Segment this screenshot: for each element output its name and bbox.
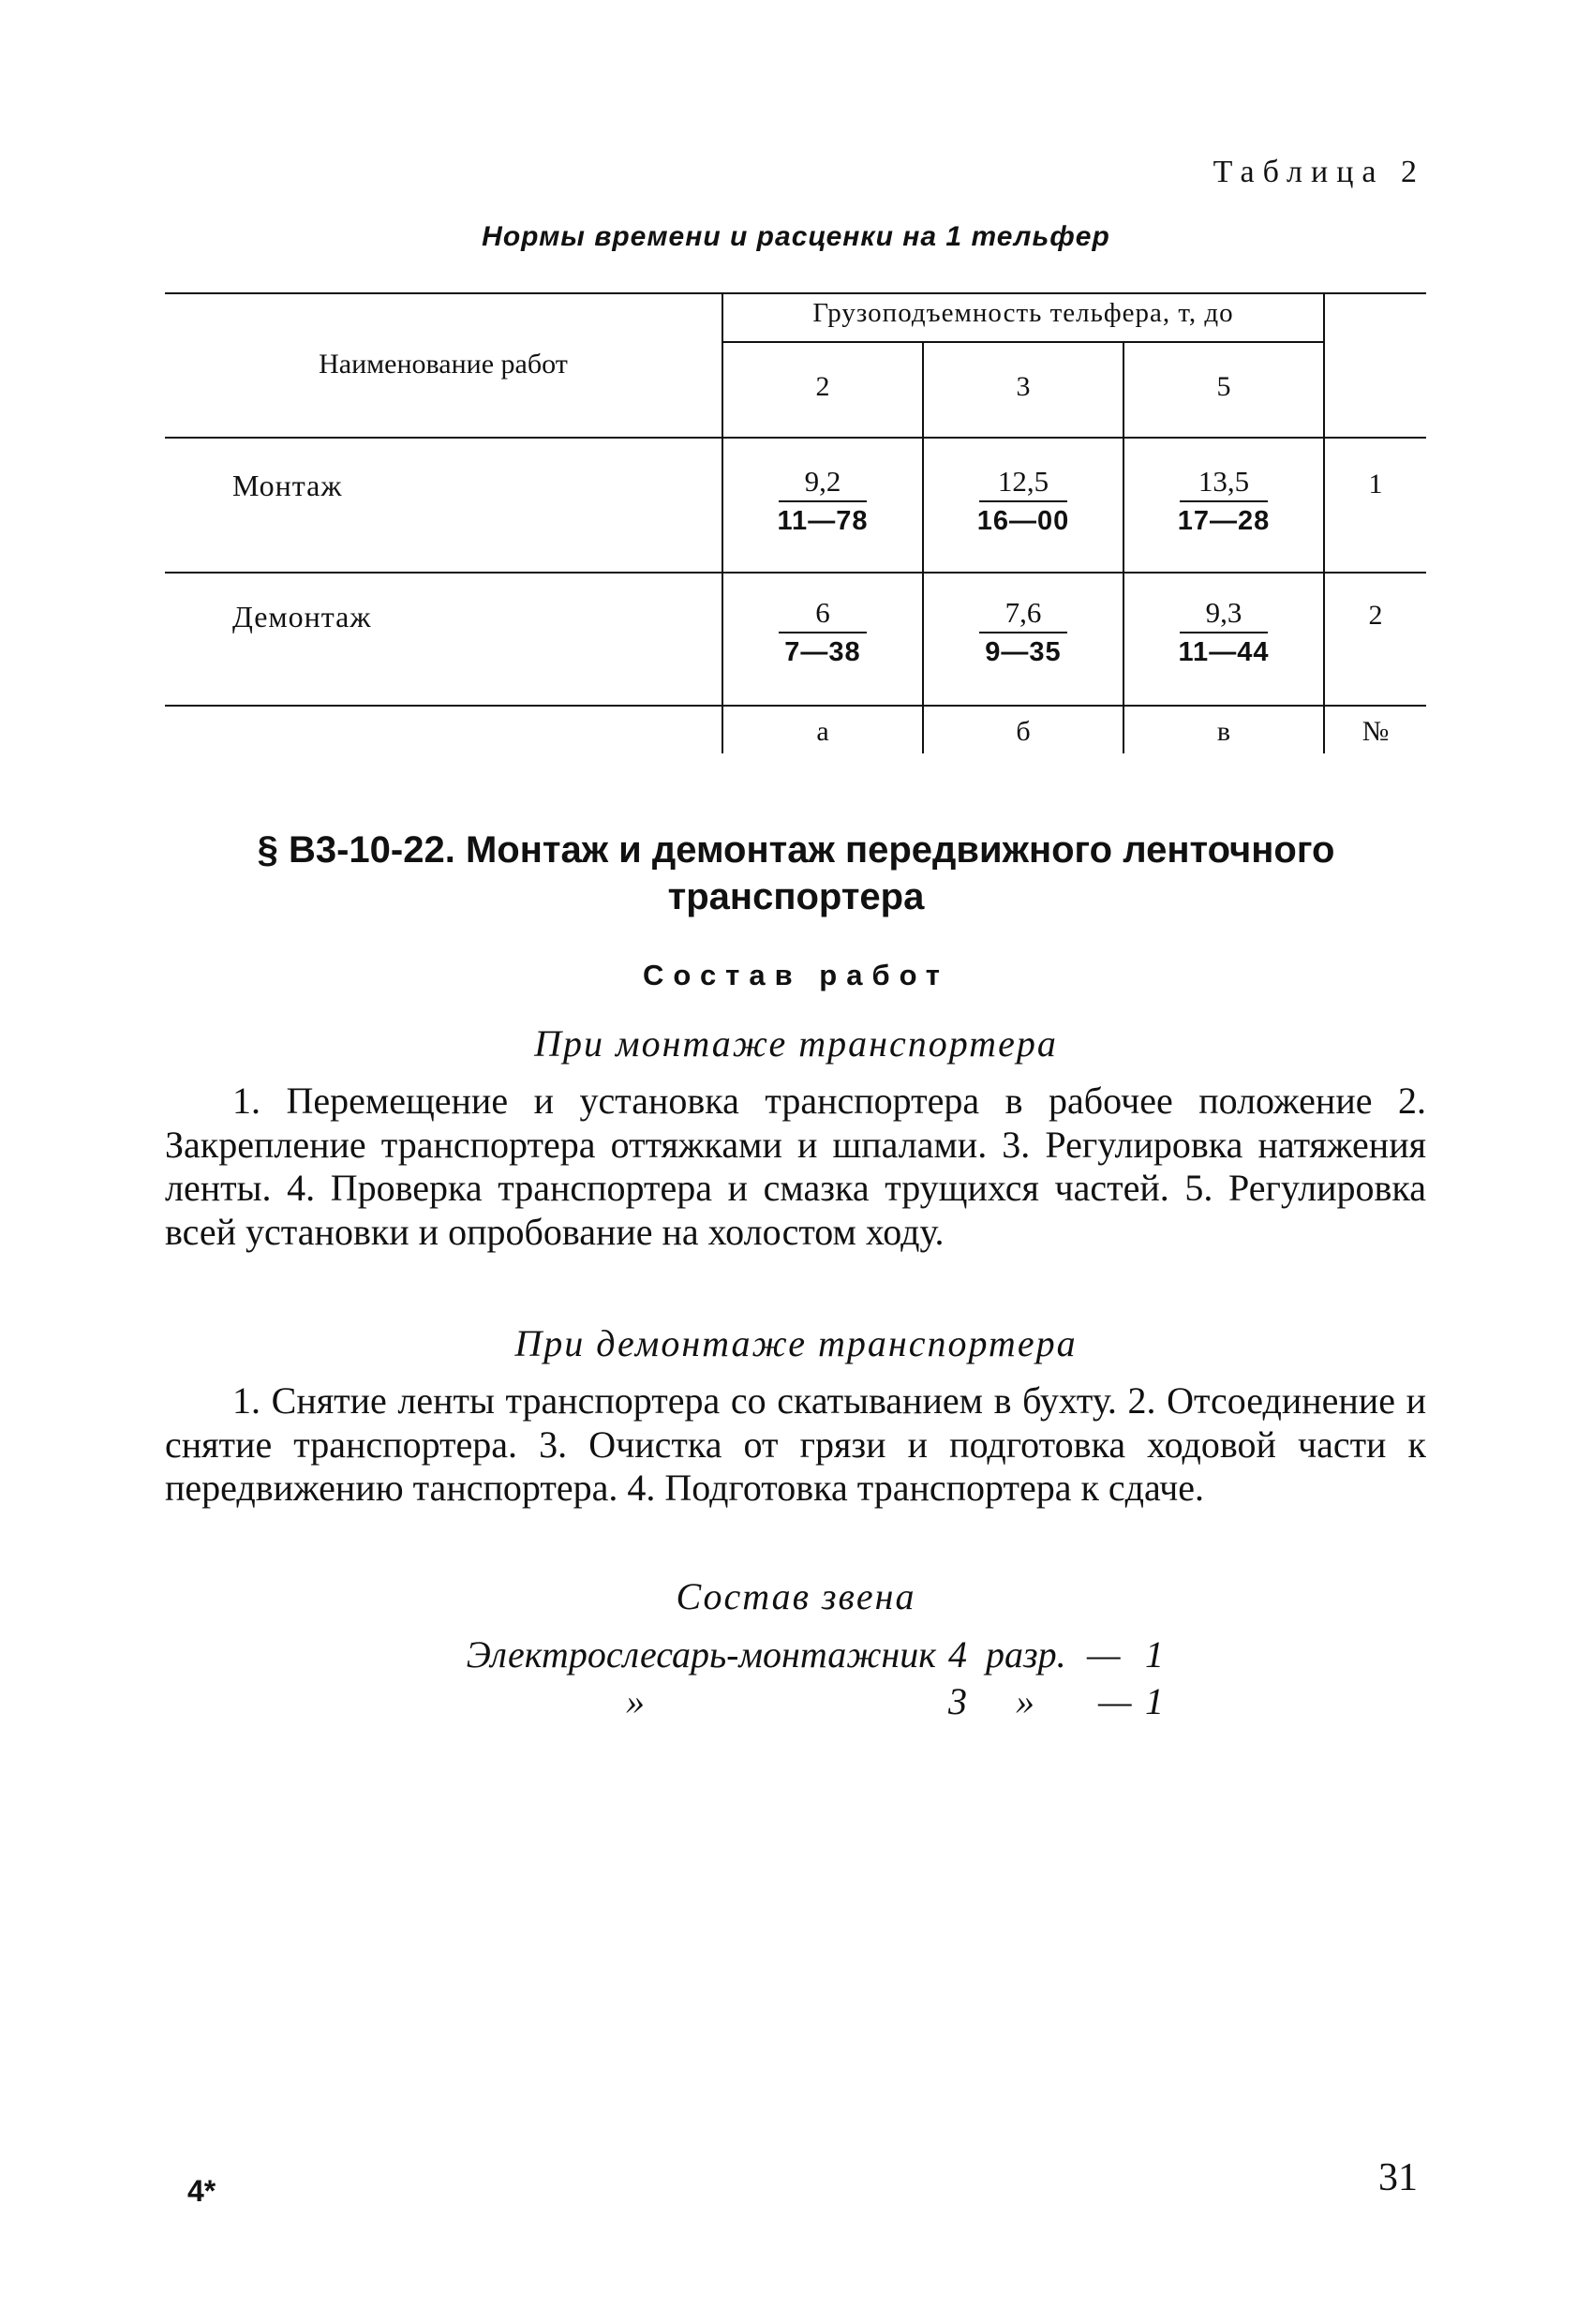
crew-grade-1: 4 — [948, 1633, 967, 1676]
mounting-paragraph: 1. Перемещение и установка транспортера в рабочее положение 2. Закрепление транспортера оттяжками и шпалами. 3. Регулировка натяжения ленты. 4. Проверка транспортера и смазка трущихся частей. 5. Регулировка всей установки и опробование на холостом ходу. — [165, 1080, 1426, 1253]
capacity-2: 2 — [815, 371, 830, 402]
table-top-rule — [165, 292, 1426, 294]
crew-unit-1: разр. — [986, 1633, 1066, 1676]
section-title-line-1: § В3-10-22. Монтаж и демонтаж передвижного ленточного — [257, 829, 1335, 871]
crew-count-2: 1 — [1145, 1680, 1164, 1722]
rate-value: 16—00 — [976, 506, 1070, 536]
norm-value: 6 — [779, 596, 867, 633]
row-number-2: 2 — [1368, 600, 1383, 631]
signature-mark: 4* — [187, 2174, 216, 2208]
cell-dismounting-2t — [722, 596, 924, 668]
capacity-header: Грузоподъемность тельфера, т, до — [812, 298, 1234, 328]
crew-dash-2: — — [1098, 1680, 1132, 1722]
dismounting-text — [165, 1379, 1426, 1511]
rate-value: 11—44 — [1178, 637, 1270, 667]
row-number-1: 1 — [1368, 469, 1383, 499]
page-number: 31 — [1378, 2156, 1418, 2199]
work-column-header: Наименование работ — [319, 349, 568, 380]
crew-heading: Состав звена — [676, 1575, 916, 1617]
crew-count-1: 1 — [1145, 1633, 1164, 1676]
crew-unit-2: » — [1016, 1680, 1034, 1722]
norm-value: 9,2 — [779, 465, 867, 502]
capacity-3: 3 — [1016, 371, 1031, 402]
rate-value: 11—78 — [777, 506, 869, 536]
dismounting-heading: При демонтаже транспортера — [514, 1322, 1078, 1364]
crew-dash-1: — — [1087, 1633, 1121, 1676]
rate-value: 7—38 — [784, 637, 861, 667]
cell-dismounting-3t — [922, 596, 1124, 668]
crew-role-2: » — [626, 1680, 645, 1722]
mounting-heading: При монтаже транспортера — [534, 1022, 1058, 1065]
crew-grade-2: 3 — [948, 1680, 967, 1722]
norm-value: 12,5 — [979, 465, 1067, 502]
composition-heading: Состав работ — [643, 959, 949, 991]
norm-value: 7,6 — [979, 596, 1067, 633]
header-bottom-rule — [165, 437, 1426, 439]
row-rule-2 — [165, 705, 1426, 707]
cell-mounting-3t — [922, 465, 1124, 537]
row-rule-1 — [165, 572, 1426, 574]
column-letter-v: в — [1216, 716, 1231, 747]
rate-value: 17—28 — [1177, 506, 1271, 536]
section-title-line-2: транспортера — [667, 876, 925, 917]
row-name-dismounting: Демонтаж — [232, 600, 372, 633]
number-sign: № — [1361, 716, 1390, 747]
column-letter-b: б — [1016, 716, 1031, 747]
capacity-header-rule — [723, 341, 1323, 343]
table-label: Таблица 2 — [1213, 155, 1425, 189]
cell-mounting-2t — [722, 465, 924, 537]
norm-value: 9,3 — [1180, 596, 1268, 633]
table-caption: Нормы времени и расценки на 1 тельфер — [482, 221, 1110, 252]
rate-value: 9—35 — [985, 637, 1062, 667]
crew-role-1: Электрослесарь-монтажник — [466, 1633, 936, 1676]
row-name-mounting: Монтаж — [232, 469, 343, 502]
col-rule-b — [1123, 341, 1124, 753]
cell-dismounting-5t — [1123, 596, 1325, 668]
dismounting-paragraph: 1. Снятие ленты транспортера со скатыванием в бухту. 2. Отсоединение и снятие транспортера. 3. Очистка от грязи и подготовка ходовой части к передвижению танспортера. 4. Подготовка транспортера к сдаче. — [165, 1379, 1426, 1509]
col-rule-a — [922, 341, 924, 753]
norm-value: 13,5 — [1180, 465, 1268, 502]
mounting-text — [165, 1080, 1426, 1254]
capacity-5: 5 — [1216, 371, 1231, 402]
section-title — [0, 827, 1592, 920]
column-letter-a: а — [816, 716, 829, 747]
cell-mounting-5t — [1123, 465, 1325, 537]
